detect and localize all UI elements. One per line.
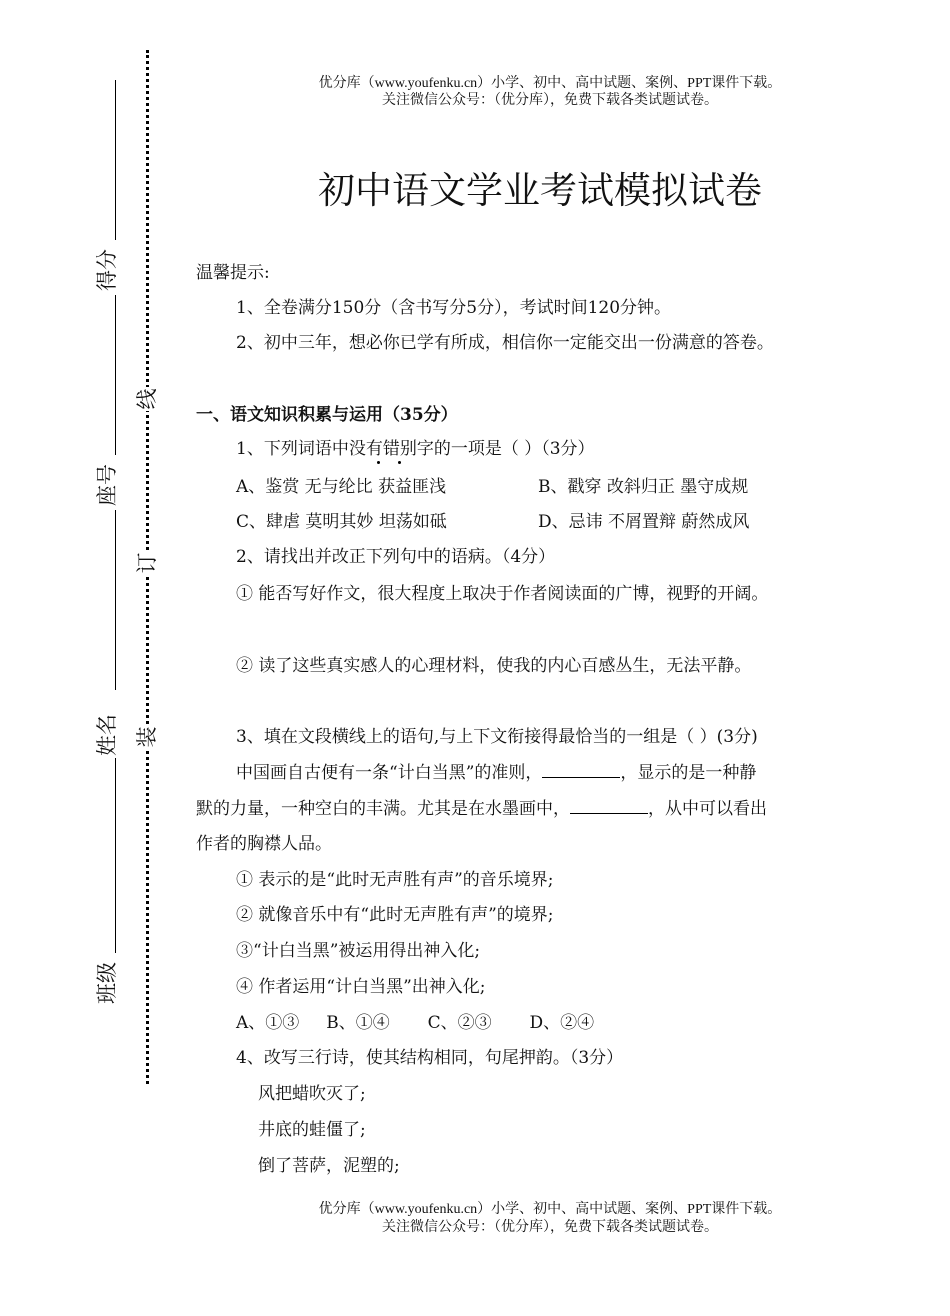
q1-option-a: A、鉴赏 无与纶比 获益匪浅 [236,477,447,497]
q3-passage-1b: ，显示的是一种静 [620,763,757,783]
q1-option-b: B、戳穿 改斜归正 墨守成规 [538,477,749,497]
q3-passage-2b: ，从中可以看出 [648,799,767,819]
q4-line-3: 倒了菩萨，泥塑的; [258,1156,400,1176]
binding-ding-char: 订 [131,551,161,575]
q4-stem: 4、改写三行诗，使其结构相同，句尾押韵。（3分） [236,1048,624,1068]
header-line-1: 优分库（www.youfenku.cn）小学、初中、高中试题、案例、PPT课件下载。 [318,76,782,91]
q3-passage-1a: 中国画自古便有一条“计白当黑”的准则， [236,763,543,783]
tips-item-2: 2、初中三年，想必你已学有所成，相信你一定能交出一份满意的答卷。 [236,333,774,353]
name-label: 姓名 [95,714,119,756]
binding-line-char: 线 [131,387,161,411]
q3-passage-line-2 [196,798,767,820]
seat-underline [115,295,116,455]
page-title: 初中语文学业考试模拟试卷 [318,169,762,212]
tips-item-1: 1、全卷满分150分（含书写分5分），考试时间120分钟。 [236,298,672,318]
q4-line-1: 风把蜡吹灭了; [258,1084,366,1104]
q3-passage-line-1 [236,762,756,784]
seat-label: 座号 [95,464,119,506]
q3-passage-2a: 默的力量，一种空白的丰满。尤其是在水墨画中， [196,799,570,819]
q2-sentence-1: ① 能否写好作文，很大程度上取决于作者阅读面的广博，视野的开阔。 [236,584,769,604]
q2-sentence-2: ② 读了这些真实感人的心理材料，使我的内心百感丛生，无法平静。 [236,656,752,676]
q1-stem: 1、下列词语中没有错别字的一项是（ ）（3分） [236,439,595,459]
class-underline [115,758,116,953]
footer-line-1: 优分库（www.youfenku.cn）小学、初中、高中试题、案例、PPT课件下载。 [318,1202,782,1217]
section-1-heading: 一、语文知识积累与运用（35分） [196,405,458,425]
q1-option-d: D、忌讳 不屑置辩 蔚然成风 [538,512,750,532]
class-label: 班级 [95,962,119,1004]
header-line-2: 关注微信公众号：（优分库），免费下载各类试题试卷。 [382,93,718,108]
binding-zhuang-char: 装 [131,725,161,749]
name-underline [115,510,116,690]
emphasis-dot [377,461,380,464]
emphasis-dot [398,461,401,464]
q3-choice-4: ④ 作者运用“计白当黑”出神入化; [236,977,486,997]
q3-passage-line-3: 作者的胸襟人品。 [196,834,332,854]
q3-choice-2: ② 就像音乐中有“此时无声胜有声”的境界; [236,905,554,925]
q3-stem: 3、填在文段横线上的语句,与上下文衔接得最恰当的一组是（ ）(3分) [236,727,758,747]
q3-blank-1 [542,763,620,778]
q2-stem: 2、请找出并改正下列句中的语病。（4分） [236,547,556,567]
tips-heading: 温馨提示: [196,263,270,283]
q4-line-2: 井底的蛙僵了; [258,1120,366,1140]
footer-line-2: 关注微信公众号：（优分库），免费下载各类试题试卷。 [382,1220,718,1235]
q3-choice-3: ③“计白当黑”被运用得出神入化; [236,941,481,961]
q3-blank-2 [570,799,648,814]
q3-options: A、①③ B、①④ C、②③ D、②④ [236,1013,595,1033]
q1-option-c: C、肆虐 莫明其妙 坦荡如砥 [236,512,447,532]
q3-choice-1: ① 表示的是“此时无声胜有声”的音乐境界; [236,870,554,890]
score-underline [115,80,116,240]
score-label: 得分 [95,249,119,291]
